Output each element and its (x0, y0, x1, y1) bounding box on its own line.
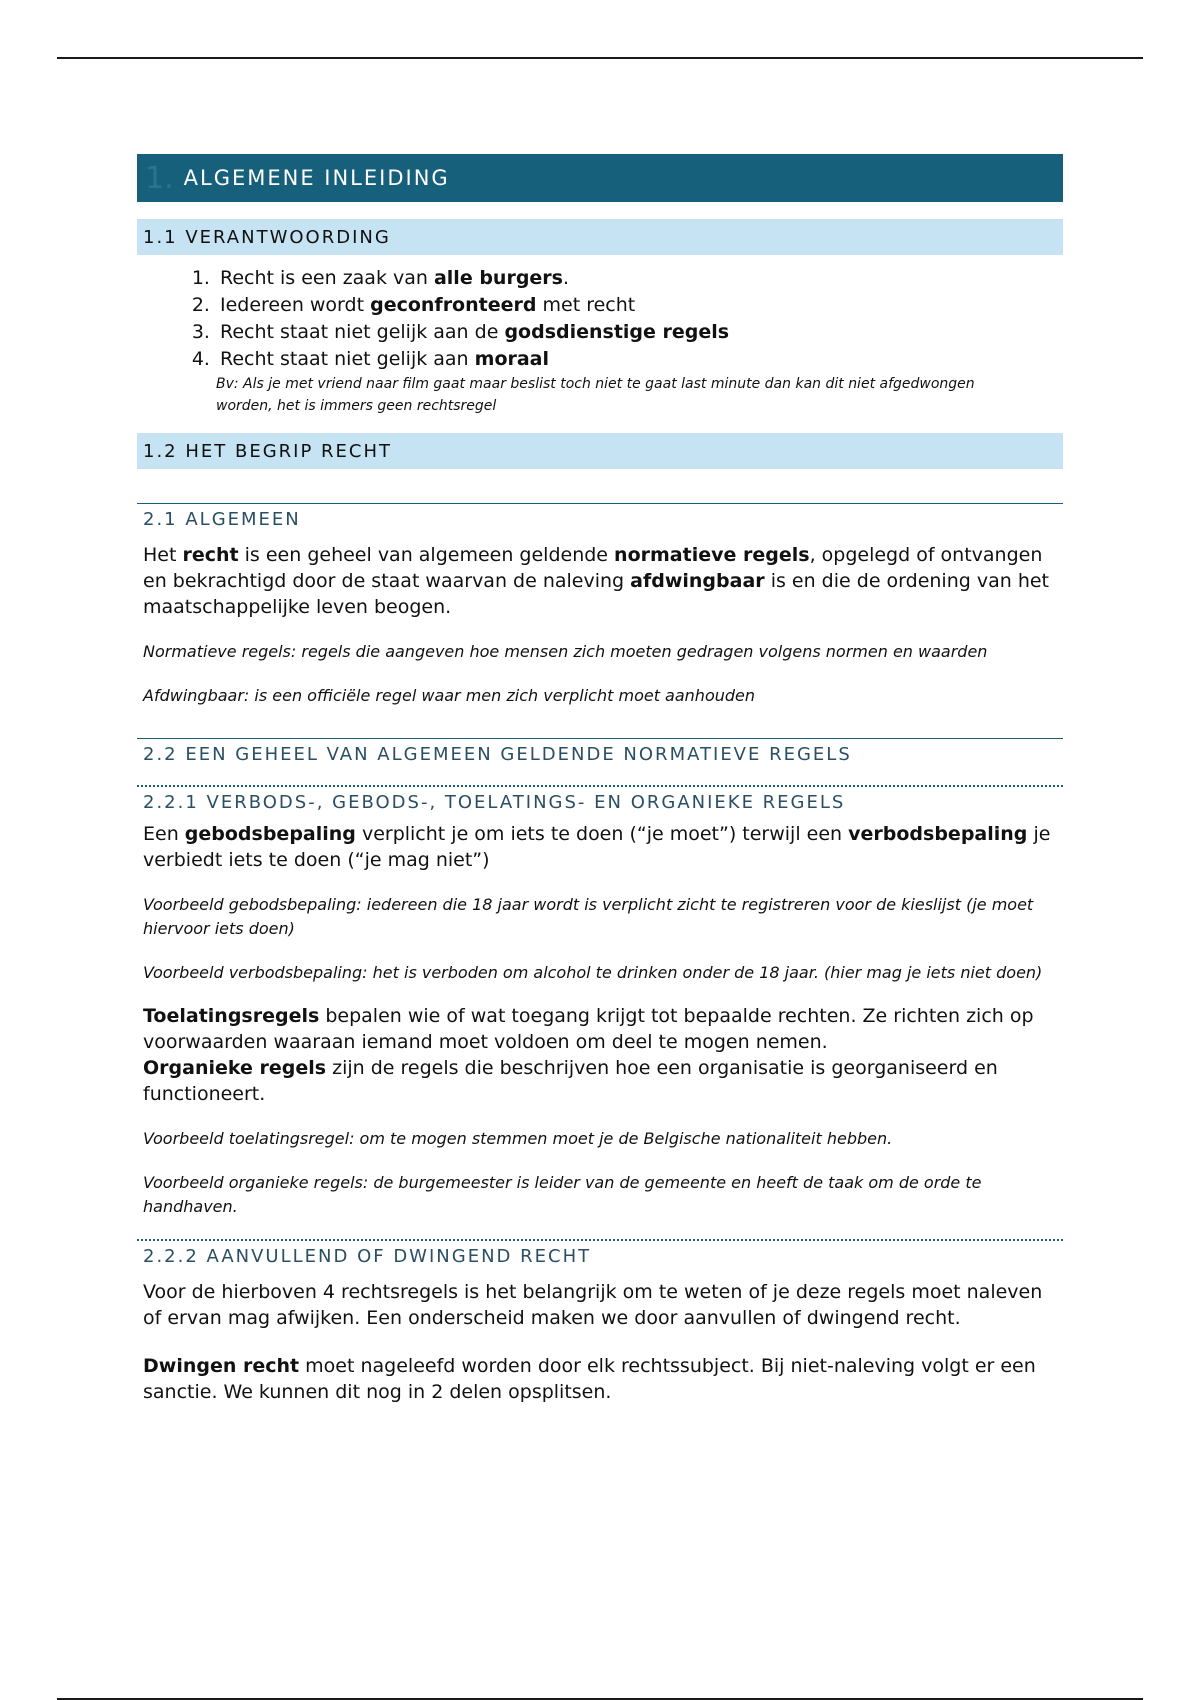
list-item: 1. Recht is een zaak van alle burgers. (216, 265, 1063, 292)
italic-note: Voorbeeld toelatingsregel: om te mogen stemmen moet je de Belgische nationaliteit hebben. (143, 1129, 893, 1148)
list-note: Bv: Als je met vriend naar film gaat maar beslist toch niet te gaat last minute dan kan dit niet afgedwongen worden, het is immers geen rechtsregel (216, 376, 975, 414)
italic-note: Voorbeeld gebodsbepaling: iedereen die 18 jaar wordt is verplicht zicht te registreren voor de kieslijst (je moet hiervoor iets doen) (143, 895, 1034, 938)
paragraph: Het recht is een geheel van algemeen geldende normatieve regels, opgelegd of ontvangen en bekrachtigd door de staat waarvan de naleving afdwingbaar is en die de ordening van het maatschappelijke leven beogen. (143, 544, 1050, 618)
chapter-title: ALGEMENE INLEIDING (183, 166, 450, 190)
heading-rule-dotted (137, 785, 1063, 787)
paragraph: Een gebodsbepaling verplicht je om iets te doen (“je moet”) terwijl een verbodsbepaling je verbiedt iets te doen (“je mag niet”) (143, 823, 1051, 871)
section-heading-1-2 (137, 433, 1063, 469)
list-item: 4. Recht staat niet gelijk aan moraal (216, 346, 1063, 373)
list-item: 3. Recht staat niet gelijk aan de godsdienstige regels (216, 319, 1063, 346)
subsection-heading-2-2-2: 2.2.2 AANVULLEND OF DWINGEND RECHT (143, 1246, 592, 1267)
heading-rule (137, 503, 1063, 504)
subsection-heading-2-2-1: 2.2.1 VERBODS-, GEBODS-, TOELATINGS- EN ORGANIEKE REGELS (143, 792, 846, 813)
chapter-heading (137, 154, 1063, 202)
list-item: 2. Iedereen wordt geconfronteerd met recht (216, 292, 1063, 319)
italic-note: Afdwingbaar: is een officiële regel waar men zich verplicht moet aanhouden (143, 686, 756, 705)
italic-note: Voorbeeld organieke regels: de burgemeester is leider van de gemeente en heeft de taak om de orde te handhaven. (143, 1173, 982, 1216)
section-heading-1-1 (137, 219, 1063, 255)
reasons-list (137, 265, 1063, 373)
section-title: 1.2 HET BEGRIP RECHT (143, 440, 393, 462)
document-body (137, 154, 1063, 1405)
subsection-heading-2-2: 2.2 EEN GEHEEL VAN ALGEMEEN GELDENDE NORMATIEVE REGELS (143, 744, 852, 765)
paragraph: Toelatingsregels bepalen wie of wat toegang krijgt tot bepaalde rechten. Ze richten zich op voorwaarden waaraan iemand moet voldoen om deel te mogen nemen. Organieke regels zijn de regels die beschrijven hoe een organisatie is georganiseerd en functioneert. (143, 1005, 1034, 1105)
italic-note: Voorbeeld verbodsbepaling: het is verboden om alcohol te drinken onder de 18 jaar. (hier mag je iets niet doen) (143, 963, 1043, 982)
chapter-number: 1. (145, 160, 174, 196)
subsection-heading-2-1: 2.1 ALGEMEEN (143, 509, 301, 530)
section-title: 1.1 VERANTWOORDING (143, 226, 391, 248)
heading-rule (137, 738, 1063, 739)
page-top-rule (57, 57, 1143, 59)
paragraph: Dwingen recht moet nageleefd worden door elk rechtssubject. Bij niet-naleving volgt er een sanctie. We kunnen dit nog in 2 delen opsplitsen. (143, 1355, 1036, 1403)
heading-rule-dotted (137, 1239, 1063, 1241)
italic-note: Normatieve regels: regels die aangeven hoe mensen zich moeten gedragen volgens normen en waarden (143, 642, 988, 661)
paragraph: Voor de hierboven 4 rechtsregels is het belangrijk om te weten of je deze regels moet naleven of ervan mag afwijken. Een onderscheid maken we door aanvullen of dwingend recht. (143, 1281, 1043, 1329)
